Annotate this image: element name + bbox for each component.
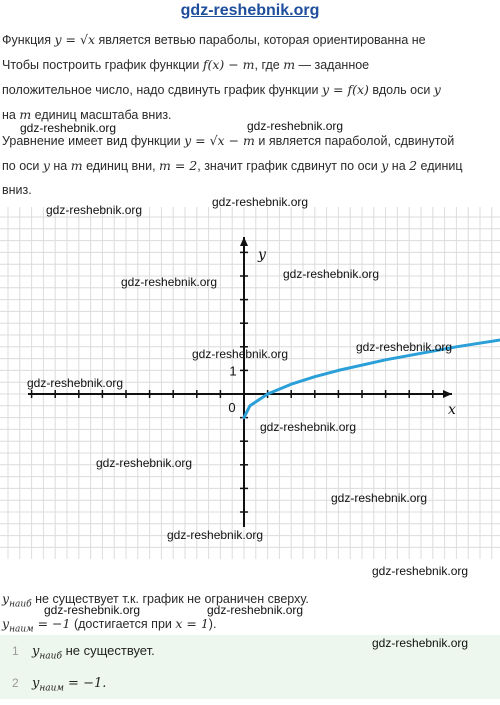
- intro-text: положительное число, надо сдвинуть график функции: [2, 83, 322, 97]
- watermark-text: gdz-reshebnik.org: [46, 203, 143, 217]
- equation-text: и является параболой, сдвинутой: [254, 134, 455, 148]
- math-subscript: наим: [9, 624, 34, 635]
- equation-text: вниз.: [2, 183, 32, 197]
- equation-text: на: [49, 159, 71, 173]
- math-expression: y: [32, 676, 40, 691]
- math-expression: m: [283, 57, 296, 72]
- intro-text: на: [2, 108, 20, 122]
- intro-line-3: [2, 77, 498, 103]
- result-text: ).: [208, 617, 217, 631]
- intro-line-1: [2, 27, 498, 53]
- y-axis-arrow: [240, 237, 248, 246]
- math-subscript: наиб: [39, 651, 62, 662]
- math-expression: y = √x − m: [184, 133, 255, 148]
- watermark-text: gdz-reshebnik.org: [121, 275, 218, 289]
- result-text: (достигается при: [70, 617, 176, 631]
- math-subscript: наим: [39, 683, 64, 694]
- result-text: не существует т.к. график не ограничен сверху.: [31, 592, 309, 606]
- equation-text: Уравнение имеет вид функции: [2, 134, 185, 148]
- answer-number: 1: [12, 644, 19, 658]
- watermark-text: gdz-reshebnik.org: [331, 491, 428, 505]
- equation-line-2: [2, 153, 498, 179]
- watermark-text: gdz-reshebnik.org: [27, 376, 124, 390]
- math-expression: y: [381, 158, 389, 173]
- origin-label: 0: [228, 400, 236, 415]
- math-expression: y: [32, 644, 40, 659]
- watermark-text: gdz-reshebnik.org: [247, 119, 344, 133]
- equation-text: на: [388, 159, 410, 173]
- intro-text: единиц масштаба вниз.: [31, 108, 172, 122]
- math-expression: m: [70, 158, 83, 173]
- intro-text: — заданное: [295, 58, 370, 72]
- equation-text: , значит график сдвинут по оси: [197, 159, 382, 173]
- watermark-text: gdz-reshebnik.org: [207, 603, 304, 617]
- math-expression: = −1.: [63, 676, 107, 691]
- math-expression: y: [2, 591, 10, 606]
- math-subscript: наиб: [9, 599, 32, 610]
- watermark-text: gdz-reshebnik.org: [167, 528, 264, 542]
- equation-text: единиц вни,: [82, 159, 160, 173]
- watermark-text: gdz-reshebnik.org: [356, 340, 453, 354]
- watermark-text: gdz-reshebnik.org: [96, 456, 193, 470]
- intro-line-2: [2, 52, 498, 78]
- intro-text: является ветвью параболы, которая ориентированна не: [95, 33, 426, 47]
- answer-number: 2: [12, 676, 19, 690]
- math-expression: m: [19, 107, 32, 122]
- watermark-text: gdz-reshebnik.org: [372, 564, 469, 578]
- watermark-text: gdz-reshebnik.org: [283, 267, 380, 281]
- answer-line-2: [0, 667, 500, 699]
- equation-text: по оси: [2, 159, 43, 173]
- site-title[interactable]: gdz-reshebnik.org: [180, 2, 320, 19]
- watermark-text: gdz-reshebnik.org: [20, 121, 117, 135]
- math-expression: 2: [409, 158, 418, 173]
- math-expression: y = f(x): [321, 82, 369, 97]
- watermark-text: gdz-reshebnik.org: [192, 347, 289, 361]
- equation-text: единиц: [417, 159, 463, 173]
- intro-text: Функция: [2, 33, 55, 47]
- answer-text-part: не существует.: [61, 643, 155, 658]
- math-expression: y = √x: [54, 32, 96, 47]
- math-expression: y: [433, 82, 441, 97]
- y-tick-label: 1: [229, 363, 237, 379]
- math-expression: m = 2: [159, 158, 198, 173]
- x-axis-arrow: [443, 390, 452, 398]
- watermark-text: gdz-reshebnik.org: [44, 603, 141, 617]
- intro-text: вдоль оси: [368, 83, 434, 97]
- watermark-text: gdz-reshebnik.org: [372, 636, 469, 650]
- math-expression: f(x) − m: [202, 57, 255, 72]
- intro-text: Чтобы построить график функции: [2, 58, 203, 72]
- watermark-text: gdz-reshebnik.org: [260, 420, 357, 434]
- watermark-text: gdz-reshebnik.org: [212, 195, 309, 209]
- math-expression: x = 1: [175, 616, 209, 631]
- x-axis-label: x: [448, 402, 456, 418]
- math-expression: y: [2, 616, 10, 631]
- intro-text: , где: [254, 58, 284, 72]
- math-expression: y: [42, 158, 50, 173]
- math-expression: = −1: [33, 616, 71, 631]
- y-axis-label: y: [258, 247, 266, 263]
